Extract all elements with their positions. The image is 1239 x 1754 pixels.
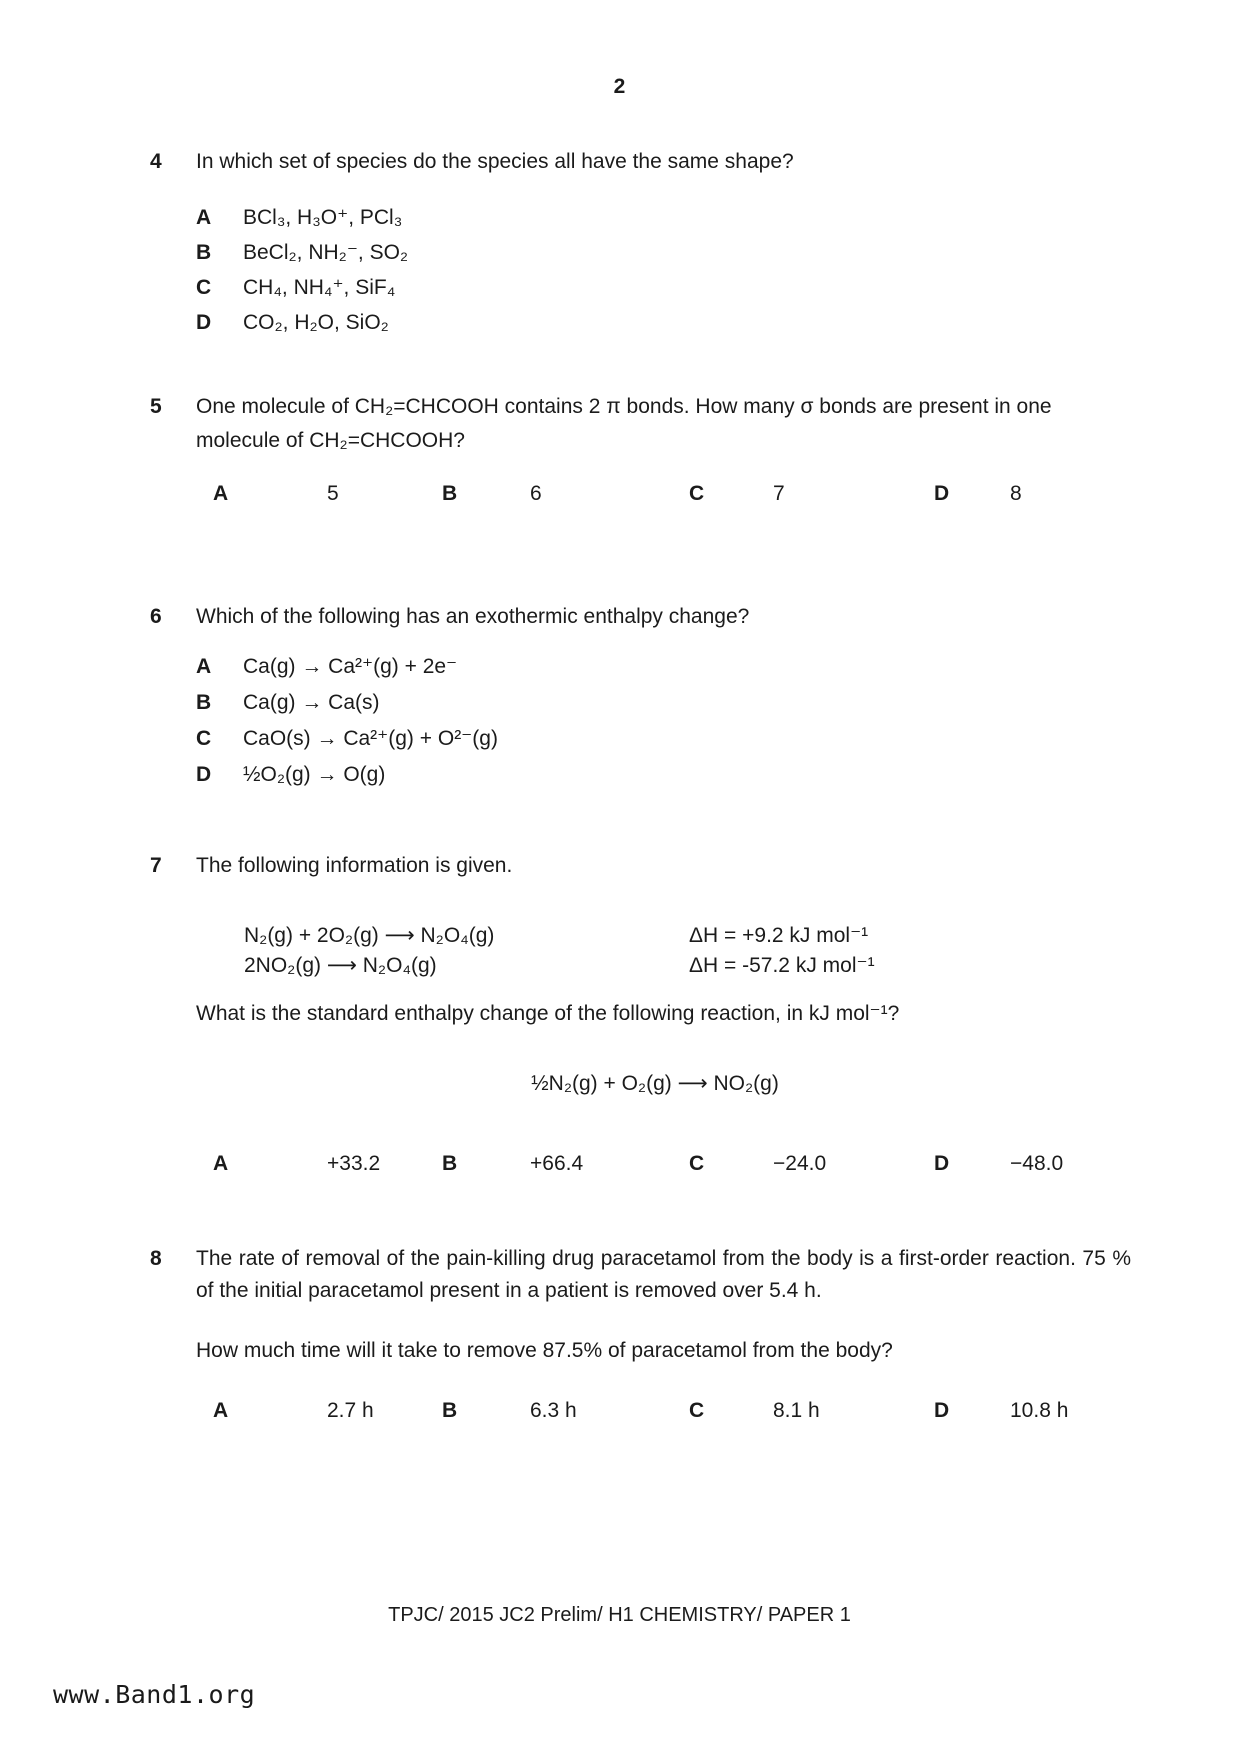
answer-value: 7 xyxy=(773,482,785,505)
option-row xyxy=(196,235,408,270)
option-formula: CH₄, NH₄⁺, SiF₄ xyxy=(243,276,396,299)
answer-value: 8.1 h xyxy=(773,1399,820,1422)
option-letter: D xyxy=(196,311,212,334)
option-row xyxy=(196,721,498,757)
answer-letter: C xyxy=(689,482,705,505)
question-text: One molecule of CH₂=CHCOOH contains 2 π bonds. How many σ bonds are present in one molecule of CH₂=CHCOOH? xyxy=(196,395,1052,452)
answer-value: +33.2 xyxy=(327,1152,381,1175)
answer-letter: C xyxy=(689,1399,705,1422)
question-7-answers xyxy=(0,1150,1239,1178)
answer-letter: B xyxy=(442,1399,458,1422)
answer-letter: B xyxy=(442,1152,458,1175)
question-number: 5 xyxy=(150,395,162,418)
option-row xyxy=(196,270,408,305)
equation-row xyxy=(0,921,1239,951)
question-7 xyxy=(150,853,512,879)
question-text: In which set of species do the species all have the same shape? xyxy=(196,150,794,173)
question-5-answers xyxy=(0,480,1239,508)
option-letter: B xyxy=(196,691,212,714)
question-5 xyxy=(150,390,1056,458)
option-formula: BCl₃, H₃O⁺, PCl₃ xyxy=(243,206,403,229)
option-letter: C xyxy=(196,727,212,750)
question-number: 6 xyxy=(150,605,162,628)
answer-letter: B xyxy=(442,482,458,505)
option-formula: BeCl₂, NH₂⁻, SO₂ xyxy=(243,241,409,264)
answer-letter: D xyxy=(934,1399,950,1422)
enthalpy-value: ΔH = -57.2 kJ mol⁻¹ xyxy=(689,954,875,977)
answer-value: 2.7 h xyxy=(327,1399,374,1422)
question-intro: The following information is given. xyxy=(196,854,513,877)
answer-value: 6 xyxy=(530,482,542,505)
answer-letter: C xyxy=(689,1152,705,1175)
question-followup: How much time will it take to remove 87.5% of paracetamol from the body? xyxy=(196,1339,893,1362)
option-letter: B xyxy=(196,241,212,264)
target-equation: ½N₂(g) + O₂(g) ⟶ NO₂(g) xyxy=(531,1072,779,1095)
answer-value: 6.3 h xyxy=(530,1399,577,1422)
answer-value: −48.0 xyxy=(1010,1152,1064,1175)
option-row xyxy=(196,305,408,340)
footer-text: TPJC/ 2015 JC2 Prelim/ H1 CHEMISTRY/ PAPER 1 xyxy=(388,1604,851,1626)
option-row xyxy=(196,649,498,685)
option-formula: CO₂, H₂O, SiO₂ xyxy=(243,311,389,334)
question-number: 8 xyxy=(150,1247,162,1270)
answer-letter: A xyxy=(213,1399,229,1422)
option-row xyxy=(196,200,408,235)
page-number: 2 xyxy=(613,75,626,98)
option-letter: D xyxy=(196,763,212,786)
reaction-equation: 2NO₂(g) ⟶ N₂O₄(g) xyxy=(244,954,437,977)
question-text: The rate of removal of the pain-killing drug paracetamol from the body is a first-order reaction. 75 % of the initial paracetamol present in a patient is removed over 5.4 h. xyxy=(196,1247,1131,1302)
question-4 xyxy=(150,149,794,175)
answer-letter: A xyxy=(213,482,229,505)
question-text: What is the standard enthalpy change of the following reaction, in kJ mol⁻¹? xyxy=(196,1002,900,1025)
option-letter: A xyxy=(196,655,212,678)
equation-row xyxy=(0,951,1239,981)
question-8-answers xyxy=(0,1397,1239,1425)
question-number: 7 xyxy=(150,854,162,877)
answer-value: +66.4 xyxy=(530,1152,584,1175)
answer-value: 10.8 h xyxy=(1010,1399,1069,1422)
answer-value: 5 xyxy=(327,482,339,505)
question-8 xyxy=(150,1243,1131,1307)
question-4-options xyxy=(196,200,408,340)
option-formula: CaO(s) → Ca²⁺(g) + O²⁻(g) xyxy=(243,727,498,750)
answer-letter: D xyxy=(934,1152,950,1175)
option-formula: ½O₂(g) → O(g) xyxy=(243,763,386,786)
question-6 xyxy=(150,604,749,630)
option-letter: A xyxy=(196,206,212,229)
answer-letter: A xyxy=(213,1152,229,1175)
option-formula: Ca(g) → Ca(s) xyxy=(243,691,380,714)
question-text: Which of the following has an exothermic enthalpy change? xyxy=(196,605,750,628)
option-row xyxy=(196,685,498,721)
option-formula: Ca(g) → Ca²⁺(g) + 2e⁻ xyxy=(243,655,458,678)
question-number: 4 xyxy=(150,150,162,173)
answer-value: −24.0 xyxy=(773,1152,827,1175)
question-6-options xyxy=(196,649,498,793)
reaction-equation: N₂(g) + 2O₂(g) ⟶ N₂O₄(g) xyxy=(244,924,495,947)
enthalpy-value: ΔH = +9.2 kJ mol⁻¹ xyxy=(689,924,869,947)
option-letter: C xyxy=(196,276,212,299)
option-row xyxy=(196,757,498,793)
answer-value: 8 xyxy=(1010,482,1022,505)
site-watermark: www.Band1.org xyxy=(53,1680,256,1709)
answer-letter: D xyxy=(934,482,950,505)
